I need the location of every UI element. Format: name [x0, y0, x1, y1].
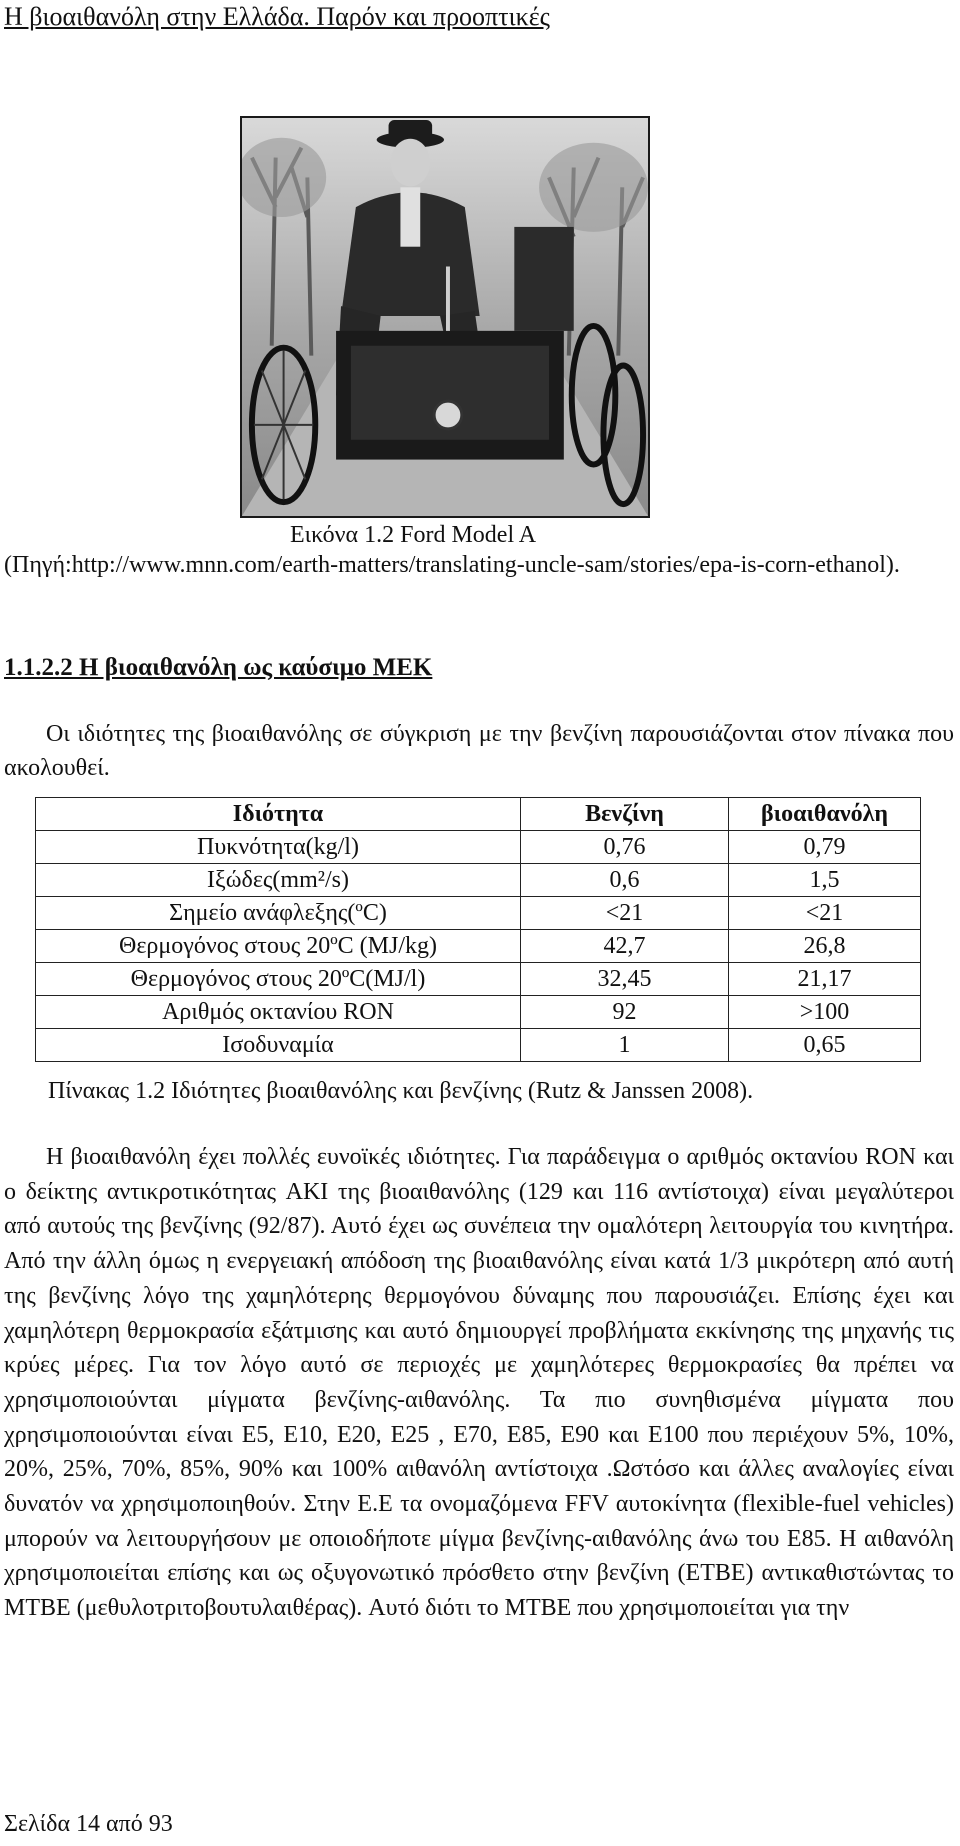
ford-model-a-photo [240, 116, 650, 518]
cell-property: Σημείο ανάφλεξης(ºC) [36, 897, 521, 930]
header-gasoline: Βενζίνη [521, 798, 729, 831]
header-bioethanol: βιοαιθανόλη [729, 798, 921, 831]
section-heading: 1.1.2.2 Η βιοαιθανόλη ως καύσιμο ΜΕΚ [4, 654, 433, 681]
table-row [36, 963, 921, 996]
figure-title: Εικόνα 1.2 Ford Model A [290, 522, 537, 548]
cell-property: Αριθμός οκτανίου RON [36, 996, 521, 1029]
cell-bioethanol: <21 [729, 897, 921, 930]
figure-source: (Πηγή:http://www.mnn.com/earth-matters/translating-uncle-sam/stories/epa-is-corn-ethanol). [4, 552, 900, 578]
cell-gasoline: 0,6 [521, 864, 729, 897]
cell-property: Θερμογόνος στους 20ºC(MJ/l) [36, 963, 521, 996]
cell-gasoline: 32,45 [521, 963, 729, 996]
table-header-row [36, 798, 921, 831]
body-paragraph: Η βιοαιθανόλη έχει πολλές ευνοϊκές ιδιότητες. Για παράδειγμα ο αριθμός οκτανίου RON και ο δείκτης αντικροτικότητας AKI της βιοαιθανόλης (129 και 116 αντίστοιχα) είναι μεγαλύτεροι από αυτούς της βενζίνης (92/87). Αυτό έχει ως συνέπεια την ομαλότερη λειτουργία του κινητήρα. Από την άλλη όμως η ενεργειακή απόδοση της βιοαιθανόλης είναι κατά 1/3 μικρότερη από αυτή της βενζίνης λόγο της χαμηλότερης θερμογόνου δύναμης που παρουσιάζει. Επίσης έχει και χαμηλότερη θερμοκρασία εξάτμισης και αυτό δημιουργεί προβλήματα εκκίνησης της μηχανής τις κρύες μέρες. Για τον λόγο αυτό σε περιοχές με χαμηλότερες θερμοκρασίες θα πρέπει να χρησιμοποιούνται μίγματα βενζίνης-αιθανόλης. Τα πιο συνηθισμένα μίγματα που χρησιμοποιούνται είναι Ε5, Ε10, Ε20, Ε25 , Ε70, Ε85, Ε90 και Ε100 που περιέχουν 5%, 10%, 20%, 25%, 70%, 85%, 90% και 100% αιθανόλη αντίστοιχα .Ωστόσο και άλλες αναλογίες είναι δυνατόν να χρησιμοποιηθούν. Στην Ε.Ε τα ονομαζόμενα FFV αυτοκίνητα (flexible-fuel vehicles) μπορούν να λειτουργήσουν με οποιοδήποτε μίγμα βενζίνης-αιθανόλης άνω του Ε85. Η αιθανόλη χρησιμοποιείται επίσης και ως οξυγονωτικό πρόσθετο στην βενζίνη (ETBE) αντικαθιστώντας το MTBE (μεθυλοτριτοβουτυλαιθέρας). Αυτό διότι το MTBE που χρησιμοποιείται για την [4, 1144, 954, 1622]
running-header: Η βιοαιθανόλη στην Ελλάδα. Παρόν και προοπτικές [4, 2, 550, 31]
table-row [36, 897, 921, 930]
figure-caption [4, 520, 954, 580]
cell-bioethanol: 1,5 [729, 864, 921, 897]
cell-gasoline: 92 [521, 996, 729, 1029]
table-caption: Πίνακας 1.2 Ιδιότητες βιοαιθανόλης και βενζίνης (Rutz & Janssen 2008). [48, 1078, 754, 1104]
table-row [36, 930, 921, 963]
cell-bioethanol: 0,79 [729, 831, 921, 864]
cell-property: Ισοδυναμία [36, 1029, 521, 1062]
cell-gasoline: 1 [521, 1029, 729, 1062]
intro-paragraph: Οι ιδιότητες της βιοαιθανόλης σε σύγκριση με την βενζίνη παρουσιάζονται στον πίνακα που ακολουθεί. [4, 721, 954, 781]
table-row [36, 864, 921, 897]
cell-gasoline: <21 [521, 897, 729, 930]
cell-bioethanol: 21,17 [729, 963, 921, 996]
properties-table [35, 797, 921, 1062]
table-row [36, 1029, 921, 1062]
cell-bioethanol: >100 [729, 996, 921, 1029]
cell-property: Θερμογόνος στους 20ºC (MJ/kg) [36, 930, 521, 963]
cell-bioethanol: 0,65 [729, 1029, 921, 1062]
cell-property: Πυκνότητα(kg/l) [36, 831, 521, 864]
table-row [36, 831, 921, 864]
table-row [36, 996, 921, 1029]
cell-bioethanol: 26,8 [729, 930, 921, 963]
photo-illustration [242, 118, 648, 516]
header-property: Ιδιότητα [36, 798, 521, 831]
cell-gasoline: 42,7 [521, 930, 729, 963]
page-number-footer: Σελίδα 14 από 93 [4, 1811, 173, 1837]
cell-property: Ιξώδες(mm²/s) [36, 864, 521, 897]
cell-gasoline: 0,76 [521, 831, 729, 864]
